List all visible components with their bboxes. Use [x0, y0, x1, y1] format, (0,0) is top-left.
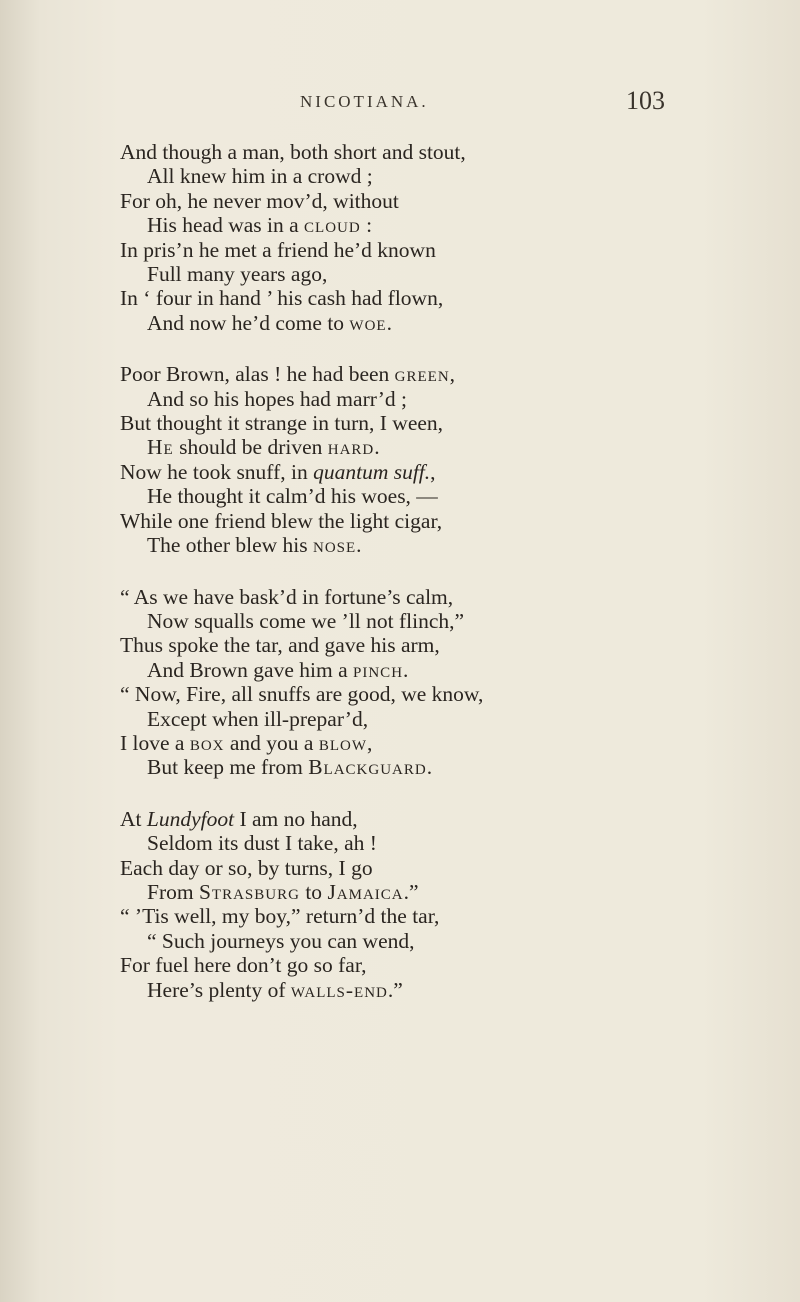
- line-text: Each day or so, by turns, I go: [120, 855, 373, 880]
- page-header: [0, 86, 800, 122]
- line-text: Now he took snuff, in: [120, 459, 314, 484]
- poem-line: [120, 731, 760, 755]
- line-text: Jamaica: [327, 879, 404, 904]
- poem-line: [120, 682, 760, 706]
- poem-line: [120, 609, 760, 633]
- line-text: And though a man, both short and stout,: [120, 140, 466, 164]
- poem-line: [120, 286, 760, 310]
- poem-line: [120, 311, 760, 335]
- line-text: Blackguard: [308, 755, 427, 780]
- line-text: At: [120, 806, 147, 831]
- line-text: In pris’n he met a friend he’d known: [120, 237, 436, 262]
- line-text: Poor Brown, alas ! he had been: [120, 362, 395, 387]
- poem-line: [120, 484, 760, 508]
- line-text: And Brown gave him a: [147, 657, 354, 682]
- poem-line: [120, 856, 760, 880]
- line-text: woe: [349, 310, 387, 335]
- line-text: “ As we have bask’d in fortune’s calm,: [120, 584, 454, 609]
- poem-line: [120, 140, 760, 164]
- line-text: His head was in a: [147, 213, 305, 238]
- line-text: .: [356, 533, 362, 558]
- line-text: .: [386, 310, 392, 335]
- poem-line: [120, 533, 760, 557]
- stanza: [120, 362, 760, 557]
- running-title: NICOTIANA.: [300, 92, 429, 111]
- line-text: Now squalls come we ’ll not flinch,”: [147, 608, 465, 633]
- line-text: ,: [367, 730, 373, 755]
- line-text: blow: [318, 730, 368, 755]
- line-text: .: [403, 657, 409, 682]
- poem-line: [120, 387, 760, 411]
- poem-line: [120, 807, 760, 831]
- poem-line: [120, 164, 760, 188]
- line-text: While one friend blew the light cigar,: [120, 508, 443, 533]
- poem-line: [120, 978, 760, 1002]
- line-text: He thought it calm’d his woes, —: [147, 484, 438, 509]
- poem-line: [120, 953, 760, 977]
- line-text: .: [426, 755, 433, 780]
- line-text: cloud: [304, 213, 361, 238]
- stanza: [120, 585, 760, 780]
- line-text: He: [147, 435, 174, 460]
- line-text: box: [189, 730, 225, 755]
- line-text: I am no hand,: [234, 806, 358, 831]
- line-text: Lundyfoot: [146, 806, 235, 831]
- stanza: [120, 807, 760, 1002]
- line-text: Full many years ago,: [147, 262, 328, 287]
- line-text: walls-end: [290, 977, 388, 1002]
- line-text: Here’s plenty of: [147, 977, 291, 1002]
- page-number: 103: [626, 86, 665, 115]
- line-text: .”: [403, 879, 419, 904]
- line-text: Except when ill-prepar’d,: [147, 706, 369, 731]
- line-text: should be driven: [173, 435, 328, 460]
- line-text: :: [360, 213, 373, 238]
- poem-line: [120, 189, 760, 213]
- line-text: .”: [387, 977, 403, 1002]
- line-text: Seldom its dust I take, ah !: [147, 831, 377, 856]
- line-text: “ Now, Fire, all snuffs are good, we know,: [120, 682, 484, 707]
- poem-line: [120, 460, 760, 484]
- line-text: “ Such journeys you can wend,: [147, 928, 415, 953]
- line-text: For oh, he never mov’d, without: [120, 188, 399, 213]
- line-text: I love a: [120, 730, 190, 755]
- line-text: to: [299, 879, 328, 904]
- poem-line: [120, 362, 760, 386]
- poem-line: [120, 904, 760, 928]
- poem-body: [120, 140, 760, 1029]
- line-text: From: [147, 879, 199, 904]
- poem-line: [120, 929, 760, 953]
- poem-line: [120, 831, 760, 855]
- line-text: But thought it strange in turn, I ween,: [120, 411, 444, 436]
- poem-line: [120, 509, 760, 533]
- line-text: The other blew his: [147, 533, 313, 558]
- line-text: hard: [327, 435, 375, 460]
- line-text: Strasburg: [198, 879, 300, 904]
- poem-line: [120, 213, 760, 237]
- line-text: green: [394, 362, 450, 387]
- line-text: “ ’Tis well, my boy,” return’d the tar,: [120, 904, 440, 929]
- poem-line: [120, 707, 760, 731]
- poem-line: [120, 238, 760, 262]
- poem-line: [120, 585, 760, 609]
- stanza: [120, 140, 760, 335]
- line-text: nose: [313, 533, 357, 558]
- line-text: quantum suff.: [313, 459, 431, 484]
- line-text: But keep me from: [147, 755, 309, 780]
- line-text: All knew him in a crowd ;: [147, 164, 373, 189]
- poem-line: [120, 633, 760, 657]
- poem-line: [120, 658, 760, 682]
- line-text: .: [374, 435, 380, 460]
- poem-line: [120, 411, 760, 435]
- poem-line: [120, 755, 760, 779]
- line-text: And now he’d come to: [147, 310, 350, 335]
- line-text: And so his hopes had marr’d ;: [147, 386, 407, 411]
- line-text: ,: [449, 362, 456, 387]
- poem-line: [120, 880, 760, 904]
- poem-line: [120, 435, 760, 459]
- line-text: Thus spoke the tar, and gave his arm,: [120, 633, 440, 658]
- line-text: In ‘ four in hand ’ his cash had flown,: [120, 286, 444, 311]
- line-text: pinch: [353, 657, 404, 682]
- line-text: and you a: [224, 730, 319, 755]
- line-text: ,: [430, 459, 436, 484]
- poem-line: [120, 262, 760, 286]
- line-text: For fuel here don’t go so far,: [120, 953, 367, 978]
